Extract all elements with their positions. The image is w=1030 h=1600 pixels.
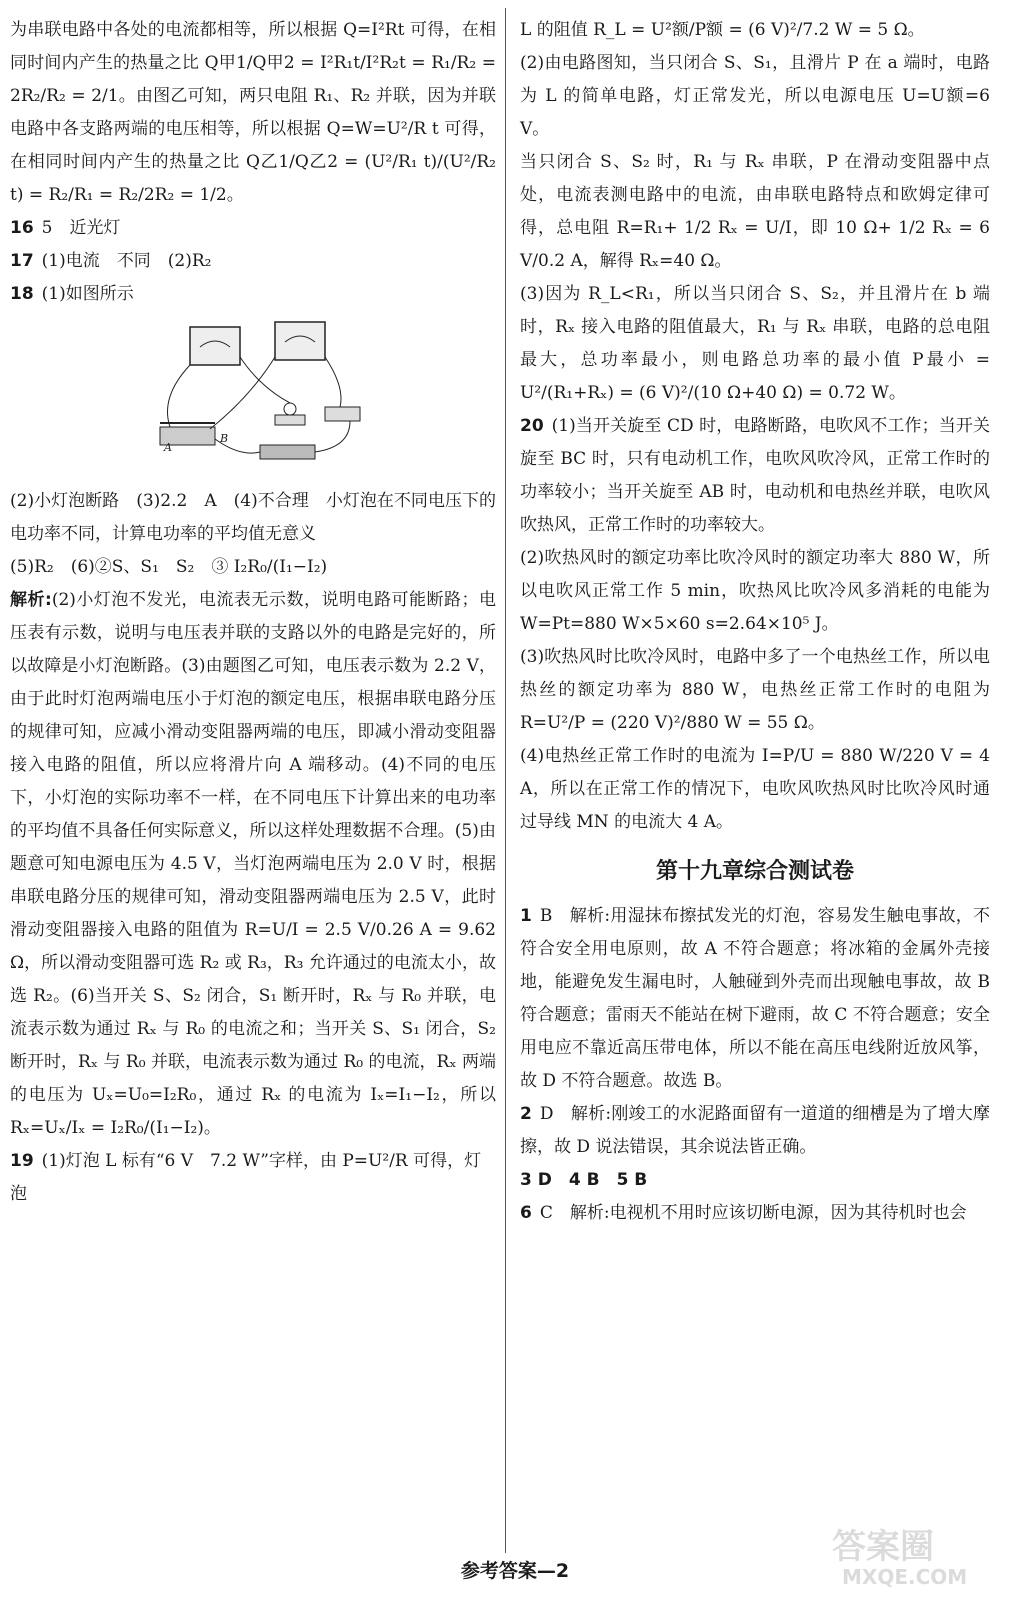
- paragraph-q15-continuation: 为串联电路中各处的电流都相等，所以根据 Q=I²Rt 可得，在相同时间内产生的热量之比 Q甲1/Q甲2 = I²R₁t/I²R₂t = R₁/R₂ = 2R₂/R₂ = 2/1。由图乙可知，两只电阻 R₁、R₂ 并联，因为并联电路中各支路两端的电压相等，所以根据 Q=W=U²/R t 可得，在相同时间内产生的热量之比 Q乙1/Q乙2 = (U²/R₁ t)/(U²/R₂ t) = R₂/R₁ = R₂/2R₂ = 1/2。: [10, 20, 496, 205]
- answer-18: [10, 278, 496, 311]
- answer-number: 19: [10, 1151, 34, 1171]
- answer-text: C 解析:电视机不用时应该切断电源，因为其待机时也会: [539, 1203, 967, 1223]
- answer-number: 20: [520, 416, 544, 436]
- column-divider: [505, 8, 506, 1553]
- answer-text: D 解析:刚竣工的水泥路面留有一道道的细槽是为了增大摩擦，故 D 说法错误，其余说法皆正确。: [520, 1104, 990, 1157]
- answer-19-part2: (2)由电路图知，当只闭合 S、S₁，且滑片 P 在 a 端时，电路为 L 的简单电路，灯正常发光，所以电源电压 U=U额=6 V。: [520, 53, 990, 139]
- svg-text:A: A: [164, 441, 172, 454]
- svg-text:B: B: [220, 432, 229, 445]
- answer-number: 17: [10, 251, 34, 271]
- test-answer-6: [520, 1197, 990, 1230]
- answer-19-part3: (3)因为 R_L<R₁，所以当只闭合 S、S₂，并且滑片在 b 端时，Rₓ 接入电路的阻值最大，R₁ 与 Rₓ 串联，电路的总电阻最大，总功率最小，则电路总功率的最小值 P最小 = U²/(R₁+Rₓ) = (6 V)²/(10 Ω+40 Ω) = 0.72 W。: [520, 284, 990, 403]
- analysis-label: 解析:: [10, 590, 52, 610]
- answer-18-parts: (2)小灯泡断路 (3)2.2 A (4)不合理 小灯泡在不同电压下的电功率不同，计算电功率的平均值无意义: [10, 491, 496, 544]
- answer-number: 18: [10, 284, 34, 304]
- answer-text: (1)当开关旋至 CD 时，电路断路，电吹风不工作；当开关旋至 BC 时，只有电动机工作，电吹风吹冷风，正常工作时的功率较小；当开关旋至 AB 时，电动机和电热丝并联，电吹风吹热风，正常工作时的功率较大。: [520, 416, 990, 535]
- answer-text: (1)电流 不同 (2)R₂: [41, 251, 212, 271]
- watermark-logo-line2: MXQE.COM: [842, 1565, 968, 1589]
- circuit-drawing-icon: [150, 317, 370, 467]
- answer-18-analysis: [10, 584, 496, 1145]
- answer-number: 16: [10, 218, 34, 238]
- analysis-text: (2)小灯泡不发光，电流表无示数，说明电路可能断路；电压表有示数，说明与电压表并联的支路以外的电路是完好的，所以故障是小灯泡断路。(3)由题图乙可知，电压表示数为 2.2 V，由于此时灯泡两端电压小于灯泡的额定电压，根据串联电路分压的规律可知，应减小滑动变阻器两端的电压，即减小滑动变阻器接入电路的阻值，所以应将滑片向 A 端移动。(4)不同的电压下，小灯泡的实际功率不一样，在不同电压下计算出来的电功率的平均值不具备任何实际意义，所以这样处理数据不合理。(5)由题意可知电源电压为 4.5 V，当灯泡两端电压为 2.0 V 时，根据串联电路分压的规律可知，滑动变阻器两端电压为 2.5 V，此时滑动变阻器接入电路的阻值为 R=U/I = 2.5 V/0.26 A = 9.62 Ω，所以滑动变阻器可选 R₂ 或 R₃，R₃ 允许通过的电流太小，故选 R₂。(6)当开关 S、S₂ 闭合，S₁ 断开时，Rₓ 与 R₀ 并联，电流表示数为通过 Rₓ 与 R₀ 的电流之和；当开关 S、S₁ 闭合，S₂ 断开时，Rₓ 与 R₀ 并联，电流表示数为通过 R₀ 的电流，Rₓ 两端的电压为 Uₓ=U₀=I₂R₀，通过 Rₓ 的电流为 Iₓ=I₁−I₂，所以 Rₓ=Uₓ/Iₓ = I₂R₀/(I₁−I₂)。: [10, 590, 497, 1138]
- answer-19-resistance: L 的阻值 R_L = U²额/P额 = (6 V)²/7.2 W = 5 Ω。: [520, 20, 925, 40]
- answer-20-part2: (2)吹热风时的额定功率比吹冷风时的额定功率大 880 W，所以电吹风正常工作 5 min，吹热风比吹冷风多消耗的电能为 W=Pt=880 W×5×60 s=2.64×10⁵ J。: [520, 548, 990, 634]
- answer-20-part1: [520, 410, 990, 542]
- answer-18-parts-2: (5)R₂ (6)②S、S₁ S₂ ③ I₂R₀/(I₁−I₂): [10, 557, 328, 577]
- answer-20-part4: (4)电热丝正常工作时的电流为 I=P/U = 880 W/220 V = 4 A，所以在正常工作的情况下，电吹风吹热风时比吹冷风时通过导线 MN 的电流大 4 A。: [520, 746, 990, 832]
- watermark-logo-icon: [812, 1520, 1012, 1590]
- test-answer-1: [520, 900, 990, 1098]
- answer-17: [10, 245, 496, 278]
- answer-20-part3: (3)吹热风时比吹冷风时，电路中多了一个电热丝工作，所以电热丝的额定功率为 880 W，电热丝正常工作时的电阻为 R=U²/P = (220 V)²/880 W = 55 Ω。: [520, 647, 990, 733]
- answer-number: 6: [520, 1203, 532, 1223]
- answer-number: 2: [520, 1104, 532, 1124]
- watermark-logo-line1: 答案圈: [832, 1527, 934, 1567]
- answer-text: (1)灯泡 L 标有“6 V 7.2 W”字样，由 P=U²/R 可得，灯泡: [10, 1151, 482, 1204]
- right-column: [520, 14, 990, 1230]
- left-column: [10, 14, 496, 1211]
- answer-19-part2b: 当只闭合 S、S₂ 时，R₁ 与 Rₓ 串联，P 在滑动变阻器中点处，电流表测电路中的电流，由串联电路特点和欧姆定律可得，总电阻 R=R₁+ 1/2 Rₓ = U/I，即 10 Ω+ 1/2 Rₓ = 6 V/0.2 A，解得 Rₓ=40 Ω。: [520, 152, 990, 271]
- answer-16: [10, 212, 496, 245]
- answer-text: (1)如图所示: [41, 284, 134, 304]
- answer-text: 5 近光灯: [41, 218, 121, 238]
- answer-text: B 解析:用湿抹布擦拭发光的灯泡，容易发生触电事故，不符合安全用电原则，故 A 不符合题意；将冰箱的金属外壳接地，能避免发生漏电时，人触碰到外壳而出现触电事故，故 B 符合题意；雷雨天不能站在树下避雨，故 C 不符合题意；安全用电应不靠近高压带电体，所以不能在高压电线附近放风筝，故 D 不符合题意。故选 B。: [520, 906, 990, 1091]
- test-answers-3-5: 3 D 4 B 5 B: [520, 1170, 648, 1190]
- answer-number: 1: [520, 906, 532, 926]
- circuit-diagram: [150, 317, 496, 479]
- section-title: 第十九章综合测试卷: [655, 859, 854, 884]
- page-footer: 参考答案—2: [460, 1560, 570, 1582]
- test-answer-2: [520, 1098, 990, 1164]
- answer-19: [10, 1145, 496, 1211]
